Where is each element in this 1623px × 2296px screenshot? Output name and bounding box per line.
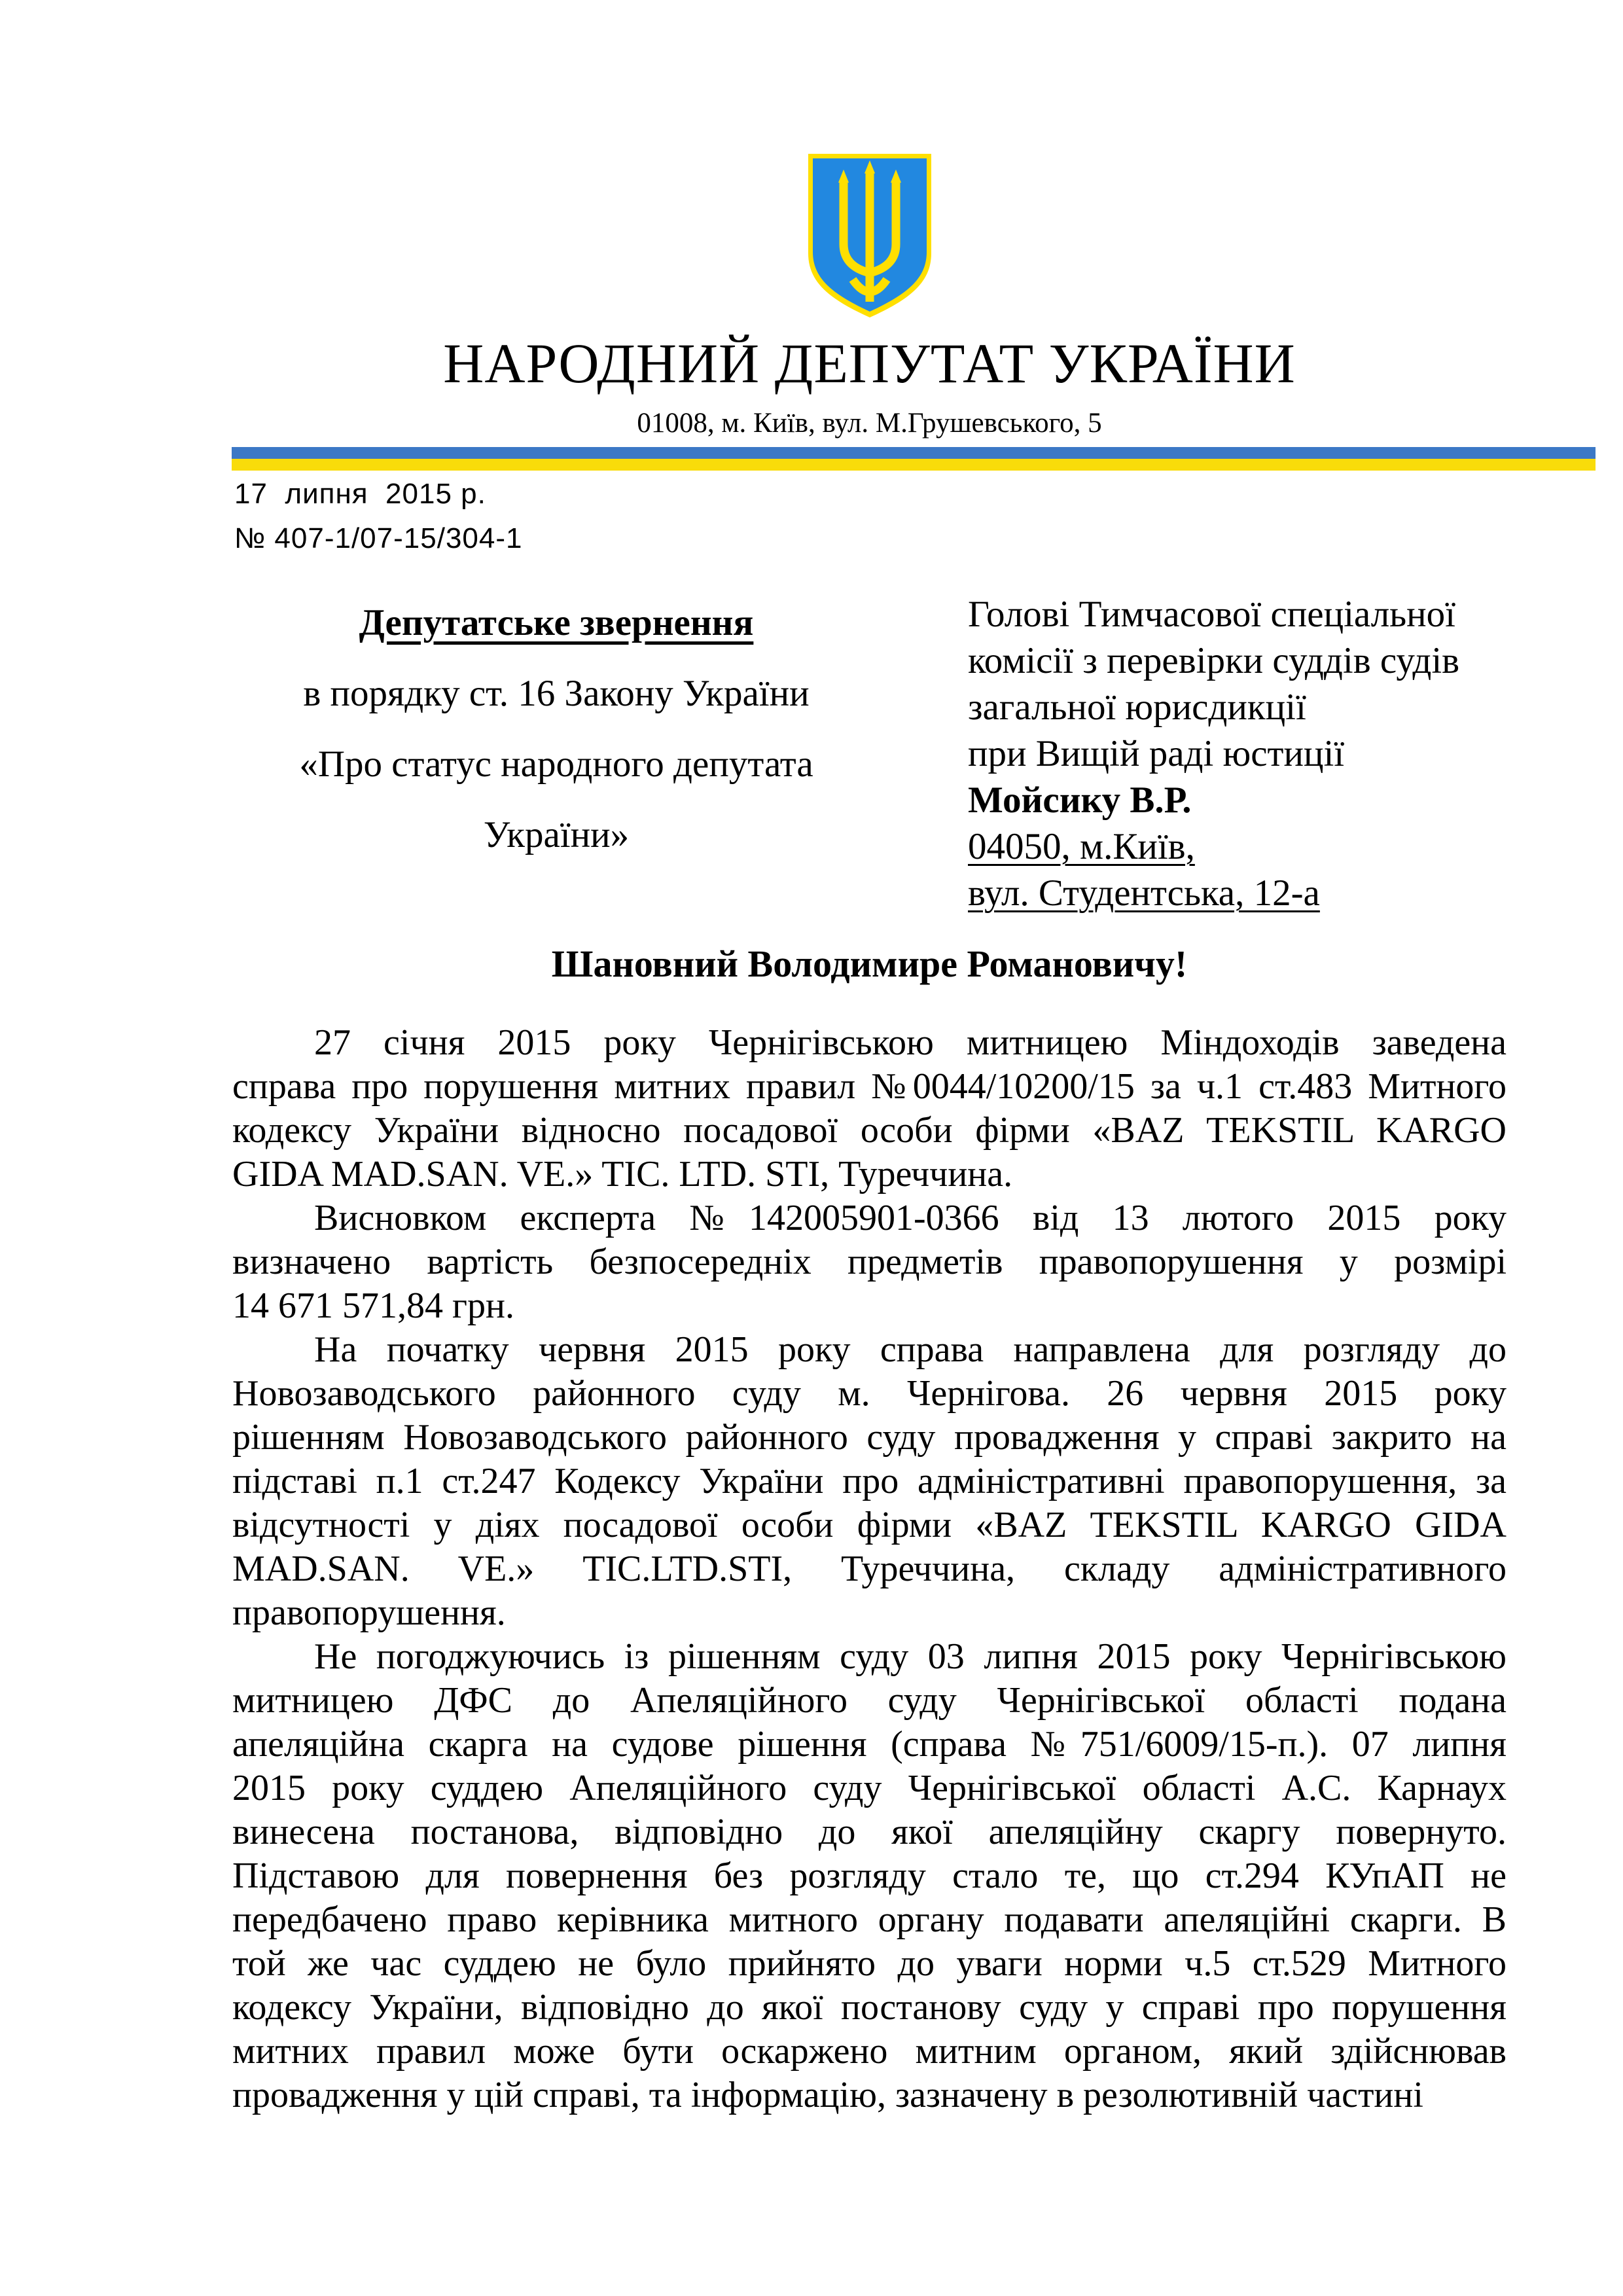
body-line: провадження у цій справі, та інформацію, зазначену в резолютивній частині xyxy=(232,2075,1423,2115)
body-line: передбачено право керівника митного органу подавати апеляційні скарги. В xyxy=(232,1899,1507,1940)
reference-line: України» xyxy=(483,814,630,855)
body-line: рішенням Новозаводського районного суду провадження у справі закрито на xyxy=(232,1417,1507,1458)
letterhead-title: НАРОДНИЙ ДЕПУТАТ УКРАЇНИ xyxy=(443,332,1296,395)
reference-block xyxy=(232,588,880,870)
body-line: кодексу України, відповідно до якої постанову суду у справі про порушення xyxy=(232,1987,1507,2028)
body-line: 27 січня 2015 року Чернігівською митницею Міндоходів заведена xyxy=(314,1022,1507,1063)
addressee-line: Голові Тимчасової спеціальної xyxy=(968,594,1456,635)
body-line: кодексу України відносно посадової особи фірми «BAZ TEKSTIL KARGO xyxy=(232,1110,1507,1151)
body-line: той же час суддею не було прийнято до уваги норми ч.5 ст.529 Митного xyxy=(232,1943,1507,1984)
body-line: 2015 року суддею Апеляційного суду Чернігівської області А.С. Карнаух xyxy=(232,1768,1507,1808)
body-line: MAD.SAN. VE.» TIC.LTD.STI, Туреччина, складу адміністративного xyxy=(232,1549,1507,1589)
body-line: підставі п.1 ст.247 Кодексу України про адміністративні правопорушення, за xyxy=(232,1461,1507,1501)
body-line: правопорушення. xyxy=(232,1592,506,1633)
body-line: 14 671 571,84 грн. xyxy=(232,1285,514,1326)
ukraine-coat-of-arms-icon xyxy=(808,154,931,317)
body-line: митницею ДФС до Апеляційного суду Чернігівської області подана xyxy=(232,1680,1507,1721)
addressee-name: Мойсику В.Р. xyxy=(968,780,1192,821)
addressee-line: комісії з перевірки суддів судів xyxy=(968,640,1460,681)
body-line: апеляційна скарга на судове рішення (справа №751/6009/15-п.). 07 липня xyxy=(232,1724,1507,1765)
addressee-line: при Вищій раді юстиції xyxy=(968,733,1345,774)
body-line: справа про порушення митних правил №0044/10200/15 за ч.1 ст.483 Митного xyxy=(232,1066,1507,1107)
body-line: Підставою для повернення без розгляду стало те, що ст.294 КУпАП не xyxy=(232,1856,1507,1896)
letter-body xyxy=(232,1021,1507,2117)
body-line: Не погоджуючись із рішенням суду 03 липня 2015 року Чернігівською xyxy=(314,1636,1507,1677)
body-line: На початку червня 2015 року справа направлена для розгляду до xyxy=(314,1329,1507,1370)
body-line: митних правил може бути оскаржено митним органом, який здійснював xyxy=(232,2031,1507,2072)
addressee-line: загальної юрисдикції xyxy=(968,687,1306,728)
body-line: Висновком експерта №142005901-0366 від 13 лютого 2015 року xyxy=(314,1198,1507,1238)
body-line: Новозаводського районного суду м. Чернігова. 26 червня 2015 року xyxy=(232,1373,1507,1414)
letter-date: 17 липня 2015 р. xyxy=(234,478,486,510)
flag-stripe-blue xyxy=(232,447,1596,459)
letterhead-address: 01008, м. Київ, вул. М.Грушевського, 5 xyxy=(637,408,1102,439)
addressee-block xyxy=(968,591,1511,916)
flag-stripe xyxy=(232,447,1596,471)
body-line: відсутності у діях посадової особи фірми «BAZ TEKSTIL KARGO GIDA xyxy=(232,1505,1507,1545)
body-line: GIDA MAD.SAN. VE.» TIC. LTD. STI, Туреччина. xyxy=(232,1154,1013,1194)
reference-line: «Про статус народного депутата xyxy=(299,744,813,785)
body-line: винесена постанова, відповідно до якої апеляційну скаргу повернуто. xyxy=(232,1812,1507,1852)
addressee-postal: 04050, м.Київ, xyxy=(968,826,1195,867)
flag-stripe-yellow xyxy=(232,459,1596,471)
addressee-street: вул. Студентська, 12-а xyxy=(968,872,1320,914)
salutation: Шановний Володимире Романовичу! xyxy=(551,942,1188,985)
body-line: визначено вартість безпосередніх предметів правопорушення у розмірі xyxy=(232,1242,1507,1282)
reference-title: Депутатське звернення xyxy=(359,602,754,643)
reference-line: в порядку ст. 16 Закону України xyxy=(303,673,810,714)
letter-number: № 407-1/07-15/304-1 xyxy=(234,522,523,554)
